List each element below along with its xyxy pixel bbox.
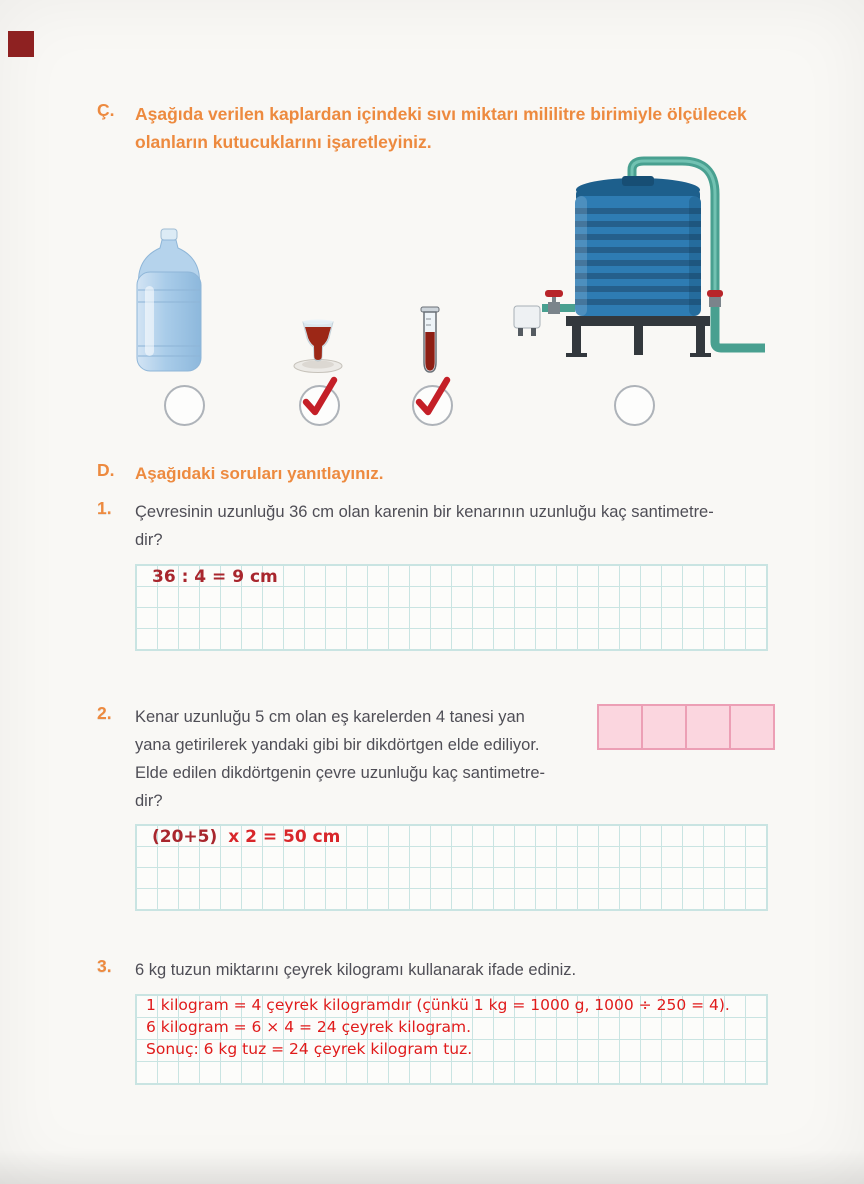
answer-2-text <box>152 827 340 847</box>
pink-square <box>597 704 643 750</box>
tea-glass-image <box>291 316 345 379</box>
corner-decoration <box>8 31 34 57</box>
rectangle-of-squares-figure <box>597 704 775 750</box>
checkbox-water-tank[interactable] <box>614 385 655 426</box>
water-carboy-image <box>123 228 215 378</box>
section-d-text: Aşağıdaki soruları yanıtlayınız. <box>135 464 384 483</box>
question-2-line-1: Kenar uzunluğu 5 cm olan eş karelerden 4 tanesi yan <box>135 708 525 726</box>
answer-1-text: 36 : 4 = 9 cm <box>152 567 278 587</box>
question-3-text <box>135 956 783 984</box>
section-d-label: D. <box>97 460 115 480</box>
answer-2-part-2: x 2 = 50 cm <box>228 827 341 847</box>
answer-3-text <box>146 994 730 1060</box>
answer-3-line-1: 1 kilogram = 4 çeyrek kilogramdır (çünkü 1 kg = 1000 g, 1000 ÷ 250 = 4). <box>146 996 730 1014</box>
checkmark-icon <box>411 374 455 425</box>
section-c-line-2: olanların kutucuklarını işaretleyiniz. <box>135 132 432 152</box>
question-1-line-2: dir? <box>135 531 163 549</box>
question-2-text <box>135 703 590 815</box>
question-1-number: 1. <box>97 498 112 518</box>
test-tube-image <box>417 306 443 381</box>
question-2-number: 2. <box>97 703 112 723</box>
water-carboy-graphic <box>123 228 215 373</box>
question-3-line-1: 6 kg tuzun miktarını çeyrek kilogramı kullanarak ifade ediniz. <box>135 961 577 979</box>
test-tube-graphic <box>417 306 443 376</box>
tea-glass-graphic <box>291 316 345 374</box>
answer-3-line-2: 6 kilogram = 6 × 4 = 24 çeyrek kilogram. <box>146 1018 472 1036</box>
water-tank-graphic <box>512 156 770 364</box>
section-c-line-1: Aşağıda verilen kaplardan içindeki sıvı miktarı mililitre birimiyle ölçülecek <box>135 104 747 124</box>
pink-square <box>685 704 731 750</box>
question-2-line-3: Elde edilen dikdörtgenin çevre uzunluğu kaç santimetre- <box>135 764 545 782</box>
pink-square <box>729 704 775 750</box>
water-tank-image <box>512 156 770 369</box>
question-2-line-4: dir? <box>135 792 163 810</box>
checkbox-test-tube[interactable] <box>412 385 453 426</box>
answer-3-line-3: Sonuç: 6 kg tuz = 24 çeyrek kilogram tuz. <box>146 1040 473 1058</box>
checkmark-icon <box>298 374 342 425</box>
checkbox-water-carboy[interactable] <box>164 385 205 426</box>
checkbox-tea-glass[interactable] <box>299 385 340 426</box>
pink-square <box>641 704 687 750</box>
answer-2-part-1: (20+5) <box>152 827 218 847</box>
question-3-number: 3. <box>97 956 112 976</box>
section-c-label: Ç. <box>97 100 115 120</box>
question-1-text <box>135 498 783 554</box>
question-1-line-1: Çevresinin uzunluğu 36 cm olan karenin bir kenarının uzunluğu kaç santimetre- <box>135 503 714 521</box>
question-2-line-2: yana getirilerek yandaki gibi bir dikdörtgen elde ediliyor. <box>135 736 540 754</box>
section-c-text <box>135 100 783 156</box>
